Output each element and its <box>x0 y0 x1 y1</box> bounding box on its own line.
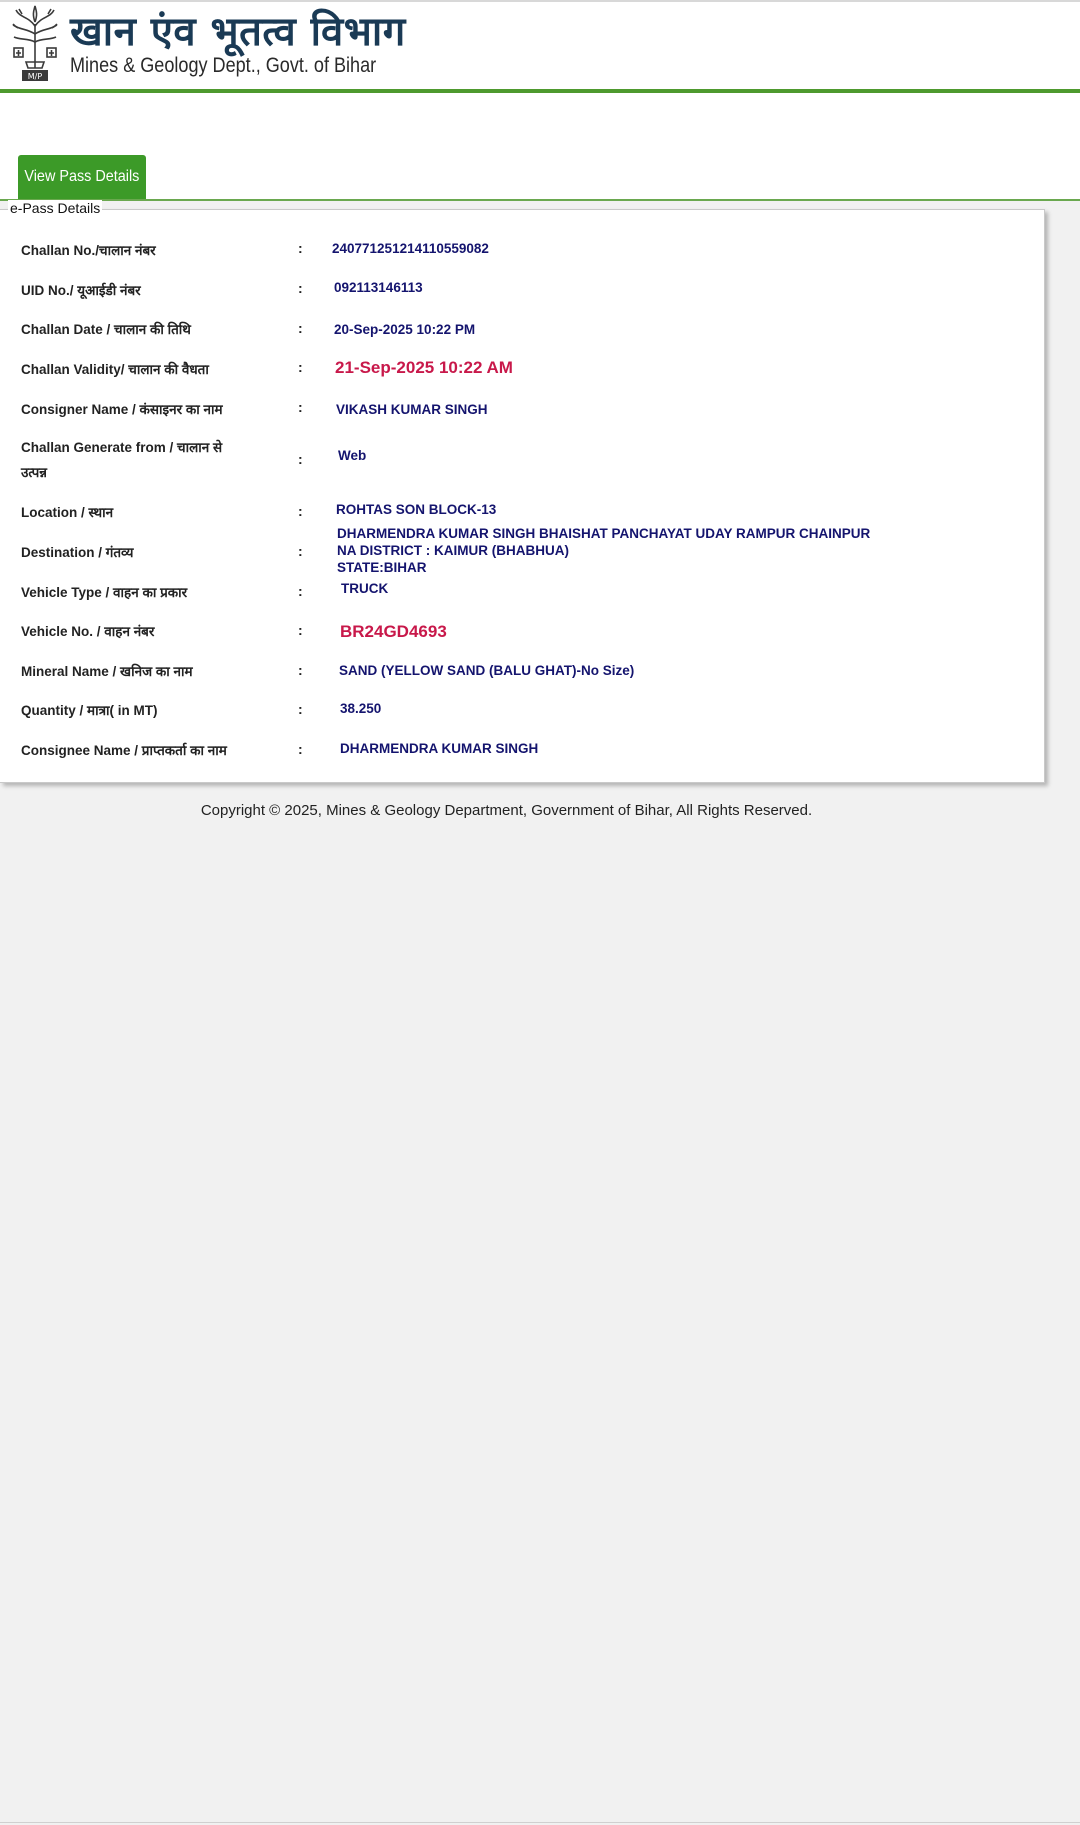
row-colon: : <box>298 622 303 638</box>
challan-date-value: 20-Sep-2025 10:22 PM <box>334 322 476 337</box>
challan-no-value: 240771251214110559082 <box>332 241 489 256</box>
challan-date-label: Challan Date / चालान की तिथि <box>21 322 191 337</box>
vehicle-type-value: TRUCK <box>341 581 389 596</box>
site-header <box>0 0 1080 200</box>
view-pass-details-tab[interactable] <box>18 155 146 199</box>
destination-value-line3: STATE:BIHAR <box>337 560 427 575</box>
tab-underline <box>0 199 1080 201</box>
generate-from-label-line1: Challan Generate from / चालान से <box>21 440 223 455</box>
consignee-name-label: Consignee Name / प्राप्तकर्ता का नाम <box>21 743 227 758</box>
location-value: ROHTAS SON BLOCK-13 <box>336 502 497 517</box>
mineral-name-value: SAND (YELLOW SAND (BALU GHAT)-No Size) <box>339 663 635 678</box>
row-colon: : <box>298 583 303 599</box>
epass-details-panel <box>0 209 1045 783</box>
destination-value-line2: NA DISTRICT : KAIMUR (BHABHUA) <box>337 543 569 558</box>
row-colon: : <box>298 701 303 717</box>
uid-no-label: UID No./ यूआईडी नंबर <box>21 283 141 298</box>
bottom-border <box>0 1822 1080 1823</box>
vehicle-no-label: Vehicle No. / वाहन नंबर <box>21 624 155 639</box>
site-title-hindi: खान एंव भूतत्व विभाग <box>70 9 406 55</box>
row-colon: : <box>298 741 303 757</box>
row-colon: : <box>298 543 303 559</box>
challan-no-label: Challan No./चालान नंबर <box>21 243 156 258</box>
challan-validity-value: 21-Sep-2025 10:22 AM <box>335 358 513 377</box>
row-colon: : <box>298 240 303 256</box>
row-colon: : <box>298 359 303 375</box>
consignee-name-value: DHARMENDRA KUMAR SINGH <box>340 741 539 756</box>
vehicle-type-label: Vehicle Type / वाहन का प्रकार <box>21 585 188 600</box>
challan-validity-label: Challan Validity/ चालान की वैधता <box>21 362 209 377</box>
row-colon: : <box>298 399 303 415</box>
quantity-label: Quantity / मात्रा( in MT) <box>21 703 158 718</box>
generate-from-label-line2: उत्पन्न <box>21 465 48 480</box>
consigner-name-value: VIKASH KUMAR SINGH <box>336 402 488 417</box>
mineral-name-label: Mineral Name / खनिज का नाम <box>21 664 193 679</box>
bihar-emblem-icon <box>10 4 60 82</box>
row-colon: : <box>298 280 303 296</box>
site-title-english: Mines & Geology Dept., Govt. of Bihar <box>70 54 377 77</box>
generate-from-value: Web <box>338 448 367 463</box>
location-label: Location / स्थान <box>21 505 114 520</box>
consigner-name-label: Consigner Name / कंसाइनर का नाम <box>21 402 223 417</box>
uid-no-value: 092113146113 <box>334 280 423 295</box>
row-colon: : <box>298 451 303 467</box>
row-colon: : <box>298 662 303 678</box>
panel-legend: e-Pass Details <box>10 200 101 216</box>
vehicle-no-value: BR24GD4693 <box>340 622 447 641</box>
quantity-value: 38.250 <box>340 701 382 716</box>
destination-value-line1: DHARMENDRA KUMAR SINGH BHAISHAT PANCHAYAT UDAY RAMPUR CHAINPUR <box>337 526 871 541</box>
logo-text: M/P <box>27 72 43 81</box>
view-pass-details-label: View Pass Details <box>24 168 140 185</box>
header-divider <box>0 89 1080 93</box>
footer-copyright: Copyright © 2025, Mines & Geology Department, Government of Bihar, All Rights Reserved. <box>200 802 813 819</box>
row-colon: : <box>298 503 303 519</box>
destination-label: Destination / गंतव्य <box>21 545 134 560</box>
row-colon: : <box>298 320 303 336</box>
